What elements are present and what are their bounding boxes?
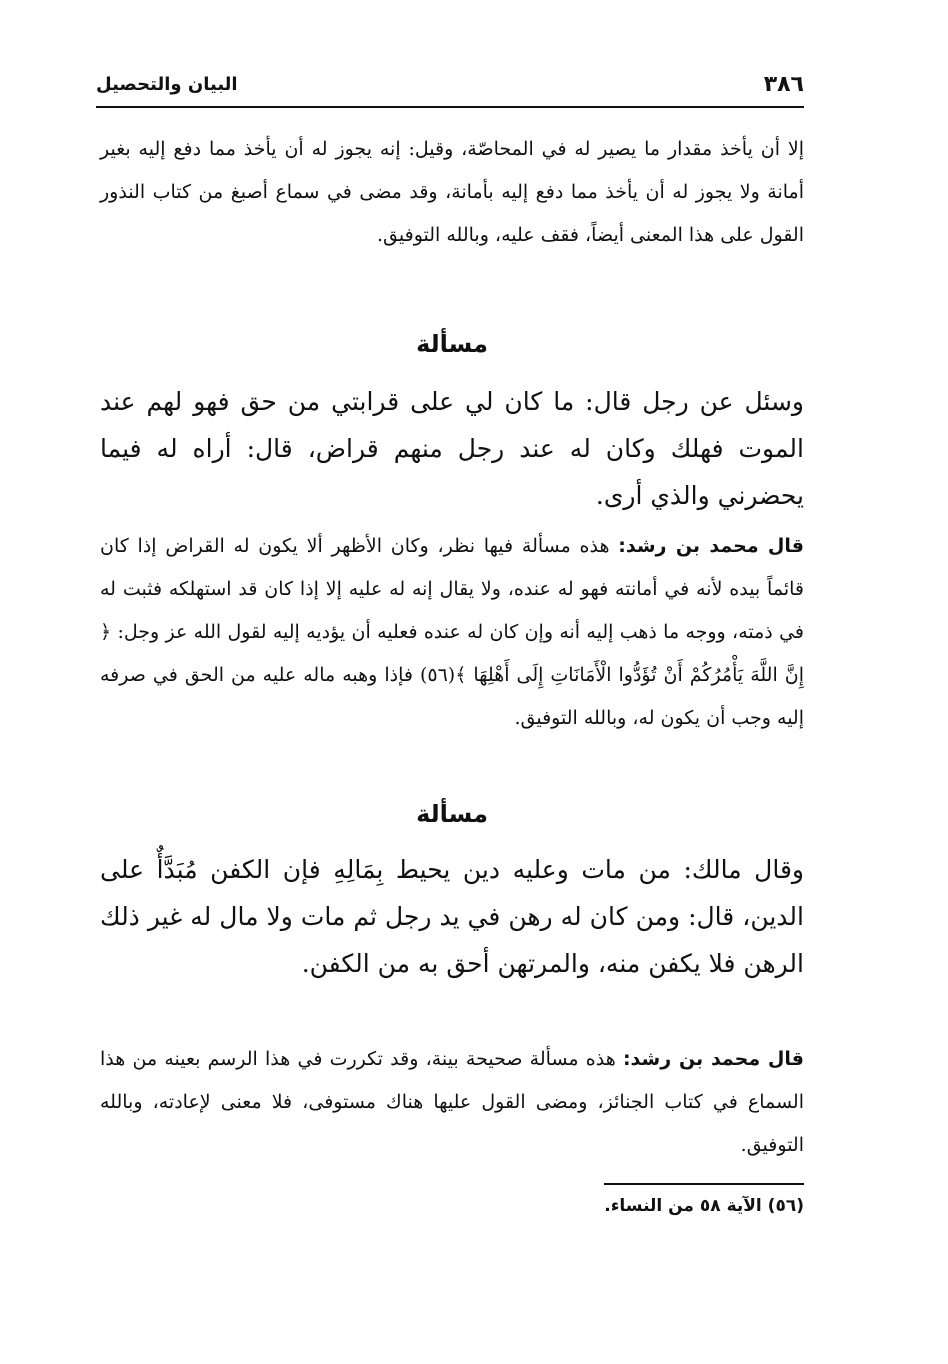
commentary-paragraph-2 [100, 1038, 834, 1167]
commentary-text-2: هذه مسألة صحيحة بينة، وقد تكررت في هذا الرسم بعينه من هذا السماع في كتاب الجنائز، ومضى القول عليها هناك مستوفى، فلا معنى لإعادته، وبالله التوفيق. [100, 1048, 804, 1156]
commentary-speaker-2: قال محمد بن رشد: [622, 1048, 804, 1070]
commentary-paragraph-1 [100, 525, 834, 740]
question-paragraph-2: وقال مالك: من مات وعليه دين يحيط بِمَالِهِ فإن الكفن مُبَدَّأٌ على الدين، قال: ومن كان له رهن في يد رجل ثم مات ولا مال له غير ذلك الرهن فلا يكفن منه، والمرتهن أحق به من الكفن. [100, 855, 804, 978]
commentary-speaker-1: قال محمد بن رشد: [618, 535, 804, 557]
footnote: (٥٦) الآية ٥٨ من النساء. [604, 1196, 804, 1216]
intro-paragraph: إلا أن يأخذ مقدار ما يصير له في المحاصّة، وقيل: إنه يجوز له أن يأخذ مما دفع إليه بغير أمانة ولا يجوز له أن يأخذ مما دفع إليه بأمانة، وقد مضى في سماع أصبغ من كتاب النذور القول على هذا المعنى أيضاً، فقف عليه، وبالله التوفيق. [100, 138, 804, 246]
section-heading-2: مسألة [416, 800, 488, 828]
running-title: البيان والتحصيل [96, 74, 238, 95]
section-heading-1: مسألة [416, 330, 488, 358]
page-number: ٣٨٦ [763, 72, 804, 97]
footnote-divider [604, 1183, 804, 1185]
question-paragraph-1: وسئل عن رجل قال: ما كان لي على قرابتي من حق فهو لهم عند الموت فهلك وكان له عند رجل منهم قراض، قال: أراه له فيما يحضرني والذي أرى. [100, 387, 804, 510]
commentary-text-1: هذه مسألة فيها نظر، وكان الأظهر ألا يكون له القراض إذا كان قائماً بيده لأنه في أمانته فهو له عنده، ولا يقال إنه له عليه إلا إذا كان قد استهلكه فثبت له في ذمته، ووجه ما ذهب إليه أنه وإن كان له عنده فعليه أن يؤديه إليه لقول الله عز وجل: ﴿ إِنَّ اللَّهَ يَأْمُرُكُمْ أَنْ تُؤَدُّوا الْأَمَانَاتِ إِلَى أَهْلِهَا ﴾(٥٦) فإذا وهبه ماله عليه من الحق في صرفه إليه وجب أن يكون له، وبالله التوفيق. [100, 535, 804, 729]
page-header [96, 70, 804, 108]
